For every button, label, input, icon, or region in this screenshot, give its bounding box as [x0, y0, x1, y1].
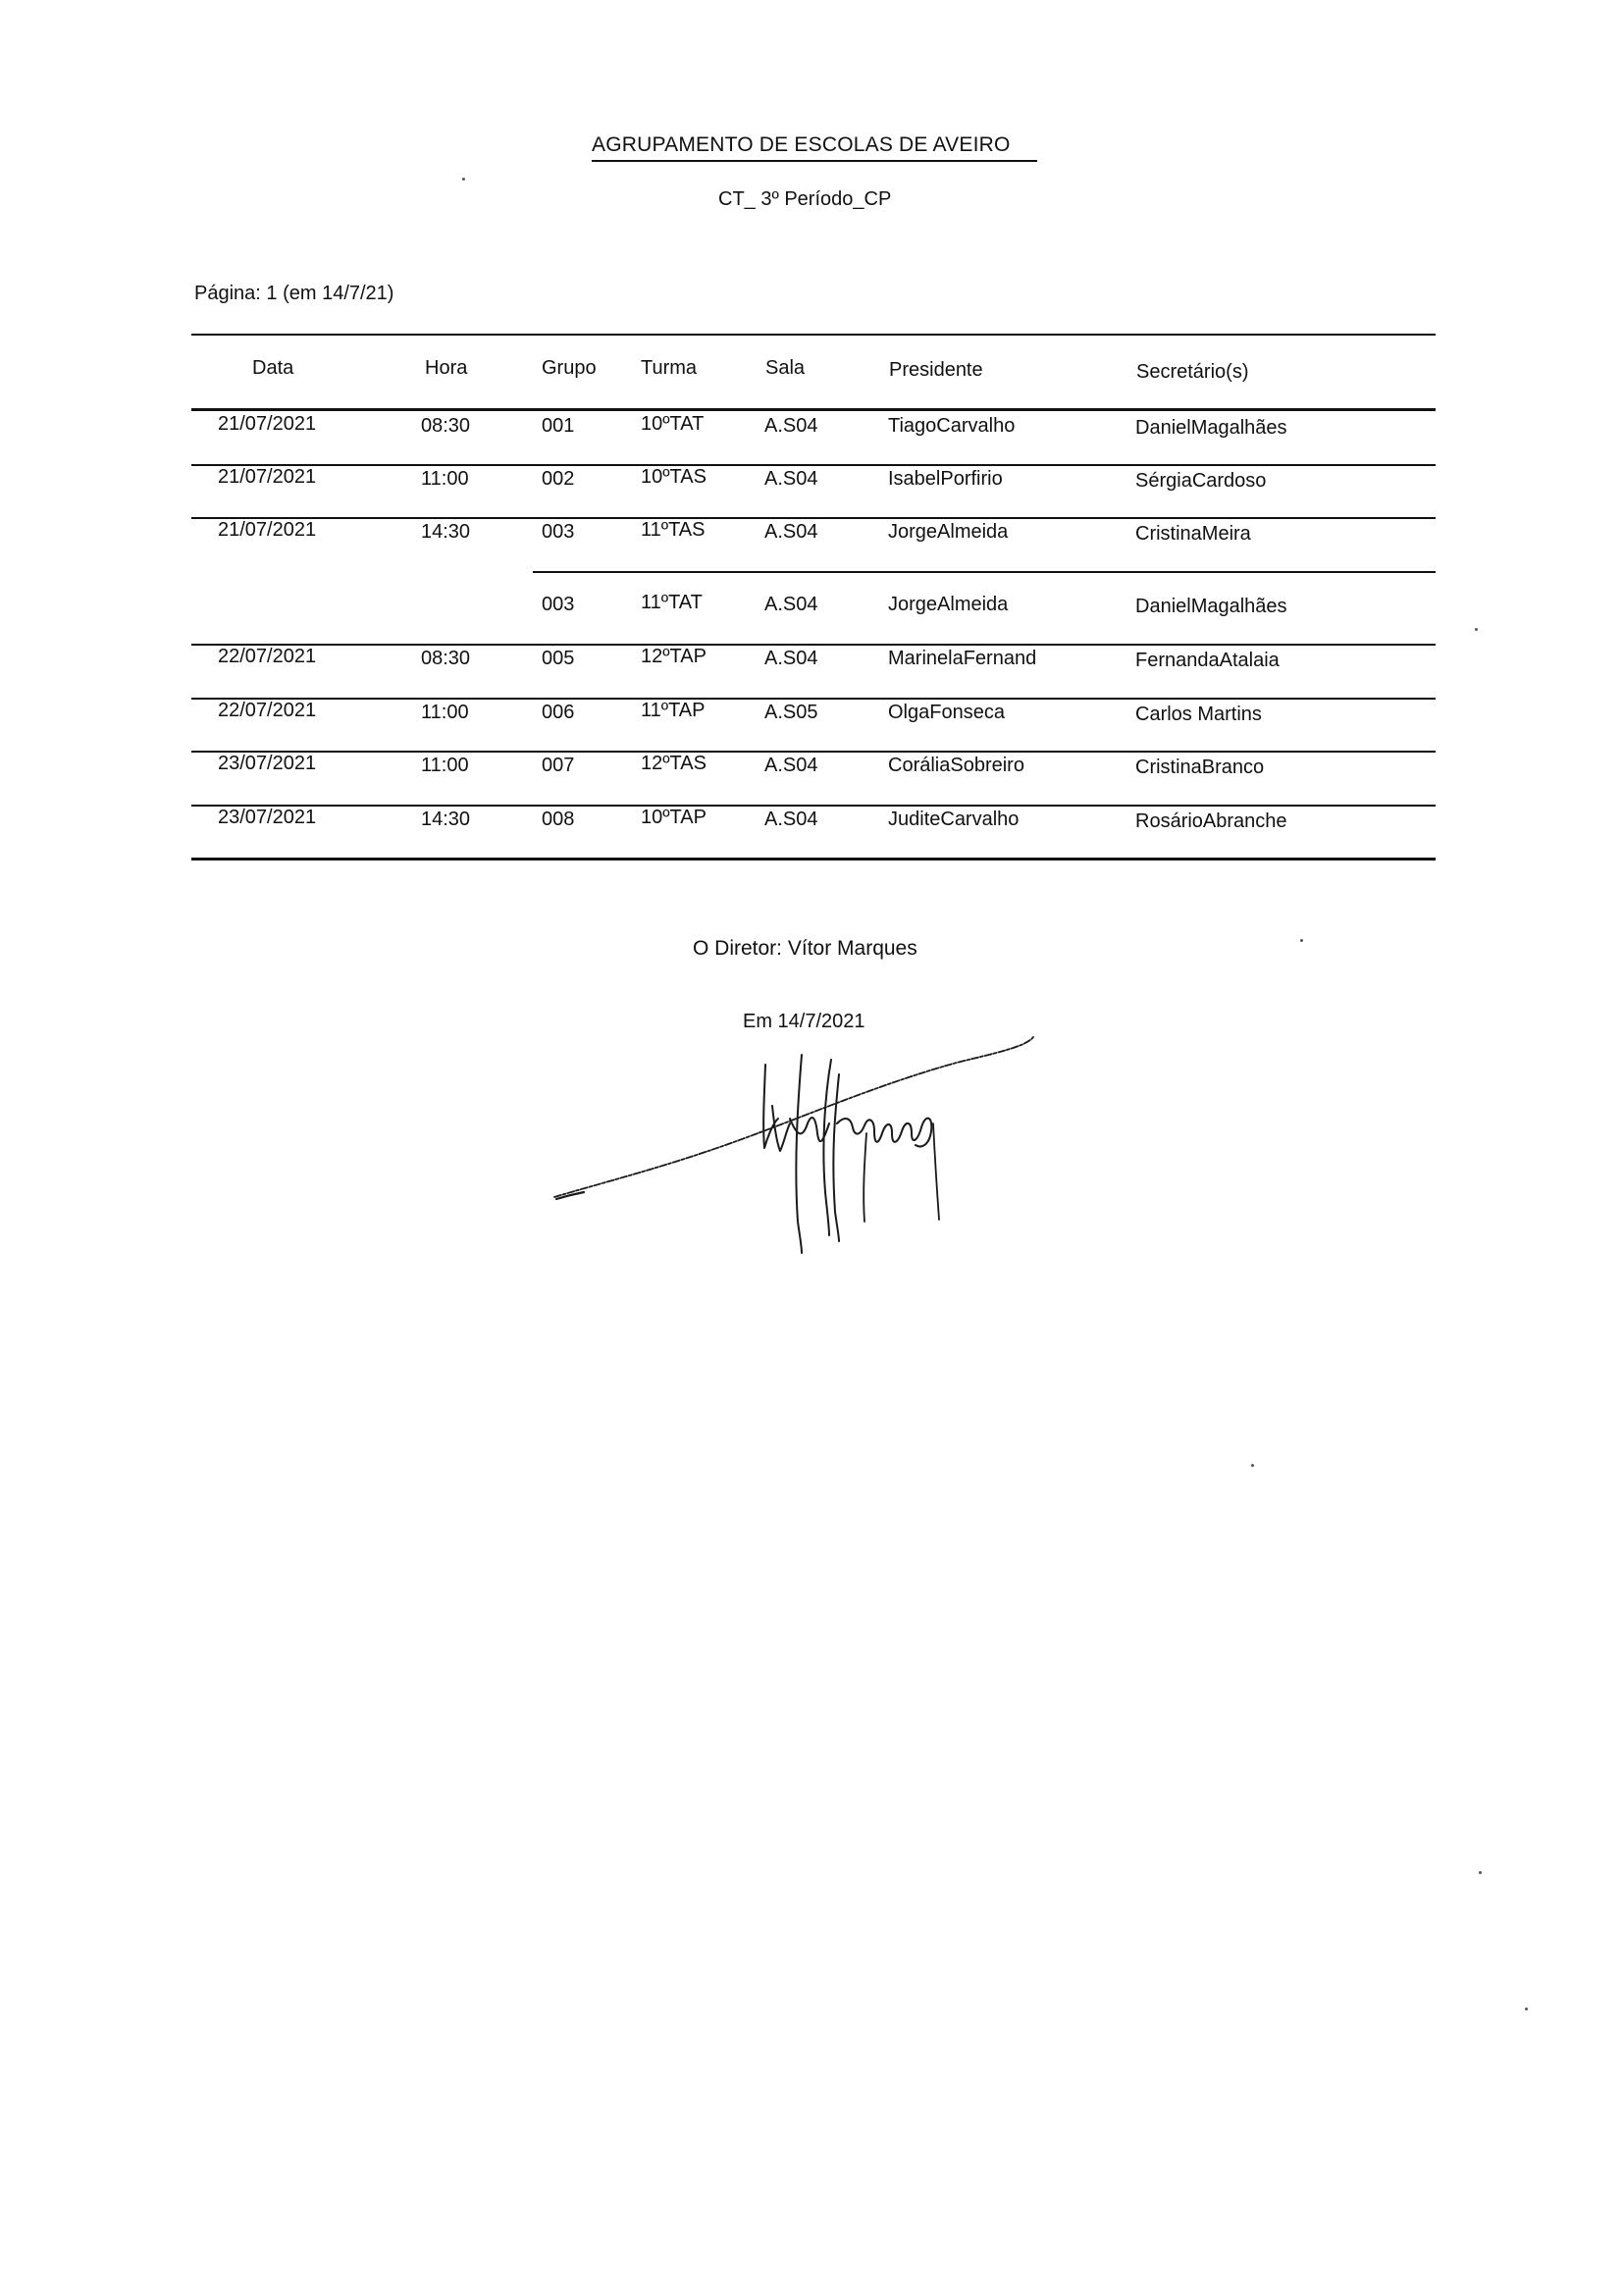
document-title: AGRUPAMENTO DE ESCOLAS DE AVEIRO — [592, 133, 1011, 156]
cell-presidente: JuditeCarvalho — [888, 809, 1020, 830]
row-separator — [191, 517, 1436, 519]
cell-secretario: RosárioAbranche — [1135, 810, 1287, 832]
cell-sala: A.S04 — [764, 521, 818, 543]
cell-presidente: IsabelPorfirio — [888, 468, 1003, 490]
cell-sala: A.S04 — [764, 809, 818, 830]
column-header-sala: Sala — [765, 357, 806, 379]
cell-turma: 11ºTAP — [641, 700, 706, 721]
cell-sala: A.S04 — [764, 468, 818, 490]
cell-hora: 14:30 — [421, 521, 471, 543]
cell-grupo: 008 — [542, 809, 575, 830]
cell-data: 21/07/2021 — [218, 519, 317, 541]
cell-hora: 08:30 — [421, 415, 471, 437]
cell-turma: 12ºTAP — [641, 646, 707, 667]
cell-secretario: DanielMagalhães — [1135, 417, 1287, 439]
cell-secretario: DanielMagalhães — [1135, 596, 1287, 617]
cell-grupo: 003 — [542, 521, 575, 543]
cell-turma: 12ºTAS — [641, 753, 707, 774]
cell-hora: 14:30 — [421, 809, 471, 830]
cell-turma: 10ºTAT — [641, 413, 705, 435]
cell-grupo: 003 — [542, 594, 575, 615]
cell-data: 22/07/2021 — [218, 700, 317, 721]
cell-hora: 11:00 — [421, 468, 469, 490]
cell-hora: 11:00 — [421, 702, 469, 723]
cell-grupo: 001 — [542, 415, 575, 437]
scan-speck — [1479, 1871, 1482, 1874]
cell-presidente: MarinelaFernand — [888, 648, 1037, 669]
cell-sala: A.S04 — [764, 415, 818, 437]
column-header-hora: Hora — [425, 357, 468, 379]
table-top-rule — [191, 334, 1436, 336]
cell-hora: 11:00 — [421, 755, 469, 776]
cell-turma: 11ºTAT — [641, 592, 703, 613]
column-header-presidente: Presidente — [889, 359, 983, 381]
director-name: O Diretor: Vítor Marques — [693, 937, 917, 960]
page-info: Página: 1 (em 14/7/21) — [194, 283, 394, 304]
column-header-grupo: Grupo — [542, 357, 597, 379]
cell-sala: A.S04 — [764, 755, 818, 776]
table-bottom-rule — [191, 858, 1436, 861]
cell-presidente: OlgaFonseca — [888, 702, 1005, 723]
cell-secretario: CristinaBranco — [1135, 757, 1265, 778]
cell-data: 21/07/2021 — [218, 413, 317, 435]
cell-grupo: 006 — [542, 702, 575, 723]
scan-speck — [1251, 1464, 1254, 1467]
row-separator — [191, 805, 1436, 807]
column-header-secretarios: Secretário(s) — [1136, 361, 1249, 383]
cell-data: 22/07/2021 — [218, 646, 317, 667]
cell-secretario: CristinaMeira — [1135, 523, 1251, 545]
handwritten-signature — [545, 1025, 1045, 1280]
cell-sala: A.S05 — [764, 702, 818, 723]
cell-turma: 11ºTAS — [641, 519, 706, 541]
cell-grupo: 007 — [542, 755, 575, 776]
cell-presidente: TiagoCarvalho — [888, 415, 1016, 437]
cell-hora: 08:30 — [421, 648, 471, 669]
signature-date: Em 14/7/2021 — [743, 1011, 865, 1032]
row-separator — [191, 751, 1436, 753]
column-header-turma: Turma — [641, 357, 698, 379]
row-separator — [191, 698, 1436, 700]
cell-turma: 10ºTAP — [641, 807, 707, 828]
document-subtitle: CT_ 3º Período_CP — [718, 188, 892, 210]
cell-sala: A.S04 — [764, 648, 818, 669]
table-header-rule — [191, 408, 1436, 411]
scan-speck — [1525, 2008, 1528, 2010]
cell-presidente: CoráliaSobreiro — [888, 755, 1024, 776]
cell-sala: A.S04 — [764, 594, 818, 615]
scan-speck — [1475, 628, 1478, 631]
cell-secretario: FernandaAtalaia — [1135, 650, 1280, 671]
cell-data: 23/07/2021 — [218, 807, 317, 828]
row-separator — [533, 571, 1436, 573]
row-separator — [191, 464, 1436, 466]
cell-secretario: SérgiaCardoso — [1135, 470, 1267, 492]
cell-secretario: Carlos Martins — [1135, 704, 1262, 725]
row-separator — [191, 644, 1436, 646]
title-underline — [592, 160, 1037, 162]
column-header-data: Data — [252, 357, 294, 379]
cell-data: 21/07/2021 — [218, 466, 317, 488]
cell-data: 23/07/2021 — [218, 753, 317, 774]
cell-presidente: JorgeAlmeida — [888, 521, 1009, 543]
cell-grupo: 002 — [542, 468, 575, 490]
scan-speck — [462, 178, 465, 181]
scan-speck — [1300, 939, 1303, 942]
cell-turma: 10ºTAS — [641, 466, 707, 488]
cell-presidente: JorgeAlmeida — [888, 594, 1009, 615]
cell-grupo: 005 — [542, 648, 575, 669]
